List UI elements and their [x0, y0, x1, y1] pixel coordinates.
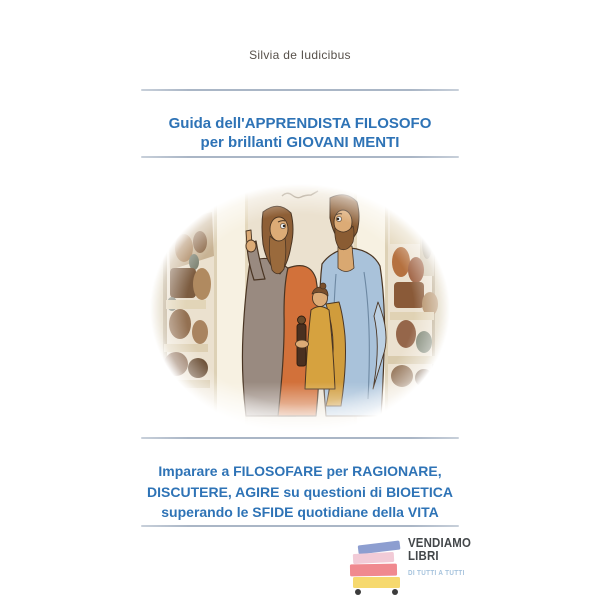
school-of-athens-cartoon — [150, 184, 450, 434]
book-subtitle-line1: Imparare a FILOSOFARE per RAGIONARE, — [158, 463, 442, 479]
divider-above-subtitle — [141, 437, 459, 439]
publisher-name — [408, 537, 471, 562]
left-column — [150, 184, 167, 434]
divider-above-title — [141, 89, 459, 91]
book-title — [0, 115, 600, 152]
publisher-name-line1: VENDIAMO — [408, 535, 472, 550]
cover-illustration — [150, 184, 450, 434]
publisher-logo — [346, 533, 506, 595]
divider-below-subtitle — [141, 525, 459, 527]
publisher-name-line2: LIBRI — [408, 547, 439, 563]
book-cart-icon — [346, 535, 404, 595]
divider-below-title — [141, 156, 459, 158]
book-title-line1: Guida dell'APPRENDISTA FILOSOFO — [168, 115, 432, 132]
book-title-line2: per brillanti GIOVANI MENTI — [200, 133, 400, 151]
publisher-tagline: DI TUTTI A TUTTI — [408, 568, 465, 577]
book-subtitle — [0, 461, 600, 523]
book-subtitle-line3: superando le SFIDE quotidiane della VITA — [161, 504, 439, 520]
book-subtitle-line2: DISCUTERE, AGIRE su questioni di BIOETICA — [147, 483, 453, 500]
author-name: Silvia de Iudicibus — [249, 48, 351, 62]
